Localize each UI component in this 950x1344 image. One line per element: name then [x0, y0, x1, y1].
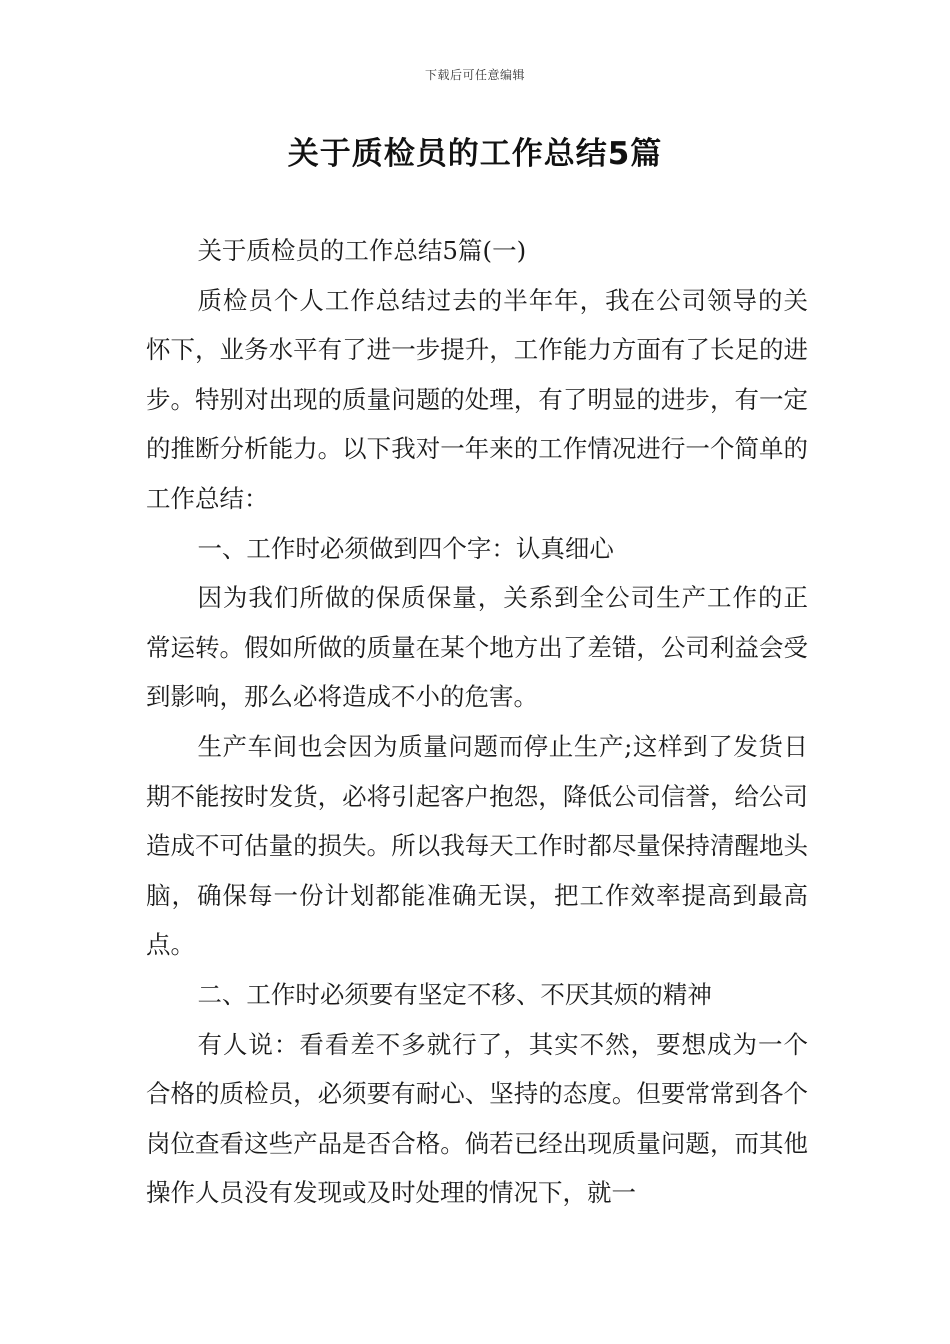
paragraph-body: 有人说：看看差不多就行了，其实不然，要想成为一个合格的质检员，必须要有耐心、坚持的态度。但要常常到各个岗位查看这些产品是否合格。倘若已经出现质量问题，而其他操作人员没有发现或及时处理的情况下，就一: [146, 1029, 808, 1208]
section-heading-1: 一、工作时必须做到四个字：认真细心: [197, 533, 614, 563]
document-body: [146, 226, 808, 1218]
paragraph-body: 生产车间也会因为质量问题而停止生产;这样到了发货日期不能按时发货，必将引起客户抱怨，降低公司信誉，给公司造成不可估量的损失。所以我每天工作时都尽量保持清醒地头脑，确保每一份计划都能准确无误，把工作效率提高到最高点。: [146, 731, 808, 960]
document-title: 关于质检员的工作总结5篇: [287, 136, 663, 172]
section-heading-2: 二、工作时必须要有坚定不移、不厌其烦的精神: [197, 979, 712, 1009]
paragraph-intro: 质检员个人工作总结过去的半年年，我在公司领导的关怀下，业务水平有了进一步提升，工作能力方面有了长足的进步。特别对出现的质量问题的处理，有了明显的进步，有一定的推断分析能力。以下我对一年来的工作情况进行一个简单的工作总结：: [146, 285, 808, 513]
page-header-note: 下载后可任意编辑: [424, 68, 525, 82]
paragraph-subtitle: 关于质检员的工作总结5篇(一): [197, 236, 527, 265]
paragraph-body: 因为我们所做的保质保量，关系到全公司生产工作的正常运转。假如所做的质量在某个地方出了差错，公司利益会受到影响，那么必将造成不小的危害。: [146, 583, 808, 712]
